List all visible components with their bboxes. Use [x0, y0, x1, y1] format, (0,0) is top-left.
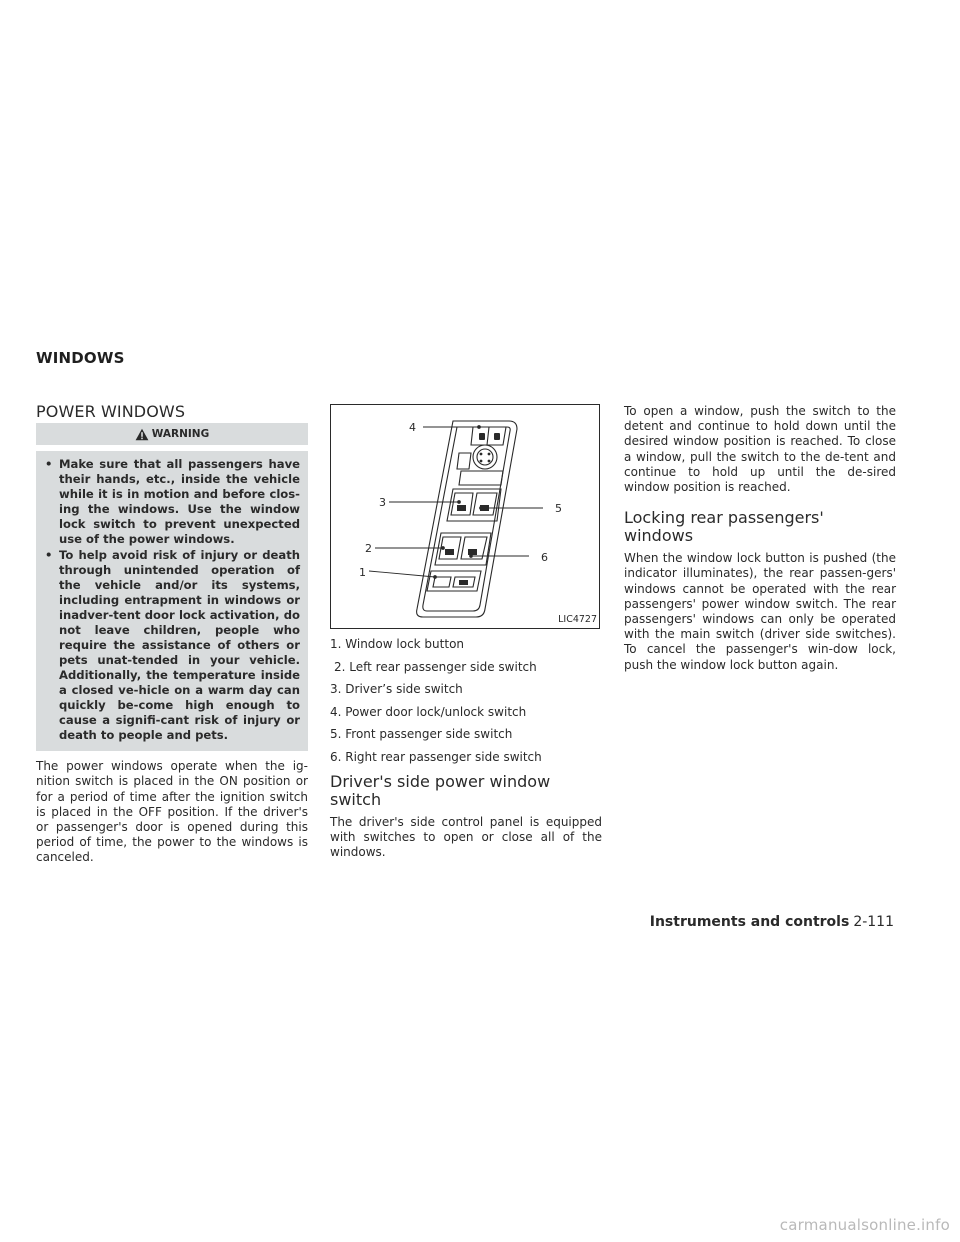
legend-item: 4. Power door lock/unlock switch [330, 704, 527, 719]
callout-1: 1 [359, 566, 366, 579]
section-title: WINDOWS [36, 349, 125, 367]
callout-4: 4 [409, 421, 416, 434]
drivers-side-body: The driver's side control panel is equipped with switches to open or close all of the windows. [330, 814, 602, 859]
footer-chapter: Instruments and controls [649, 914, 850, 930]
footer-page-number: 2-111 [853, 914, 894, 930]
power-windows-body: The power windows operate when the ig-nition switch is placed in the ON position or for a period of time after the ignition switch is placed in the OFF position. If the driver's or passenger's door is opened during this period of time, the power to the windows is canceled. [36, 759, 308, 865]
legend-item: 6. Right rear passenger side switch [330, 749, 542, 764]
figure-legend [330, 635, 602, 771]
legend-item: 1. Window lock button [330, 637, 465, 651]
callout-2: 2 [365, 542, 372, 555]
open-close-instructions: To open a window, push the switch to the detent and continue to hold down until the desired window position is reached. To close a window, pull the switch to the de-tent and continue to hold up until the de-sired window position is reached. [624, 404, 896, 495]
warning-header [36, 423, 308, 445]
heading-power-windows: POWER WINDOWS [36, 402, 186, 421]
warning-triangle-icon [135, 428, 149, 441]
column-2 [330, 404, 602, 860]
warning-item [44, 548, 300, 743]
legend-item: 5. Front passenger side switch [330, 727, 513, 742]
watermark: carmanualsonline.info [779, 1216, 950, 1234]
switch-panel-illustration [331, 405, 599, 628]
heading-drivers-side [330, 773, 602, 809]
warning-title: WARNING [151, 427, 210, 440]
heading-drivers-side-line2: switch [330, 789, 382, 809]
callout-5: 5 [555, 502, 562, 515]
bullet-dot-icon: • [45, 457, 53, 472]
callout-3: 3 [379, 496, 386, 509]
locking-rear-body: When the window lock button is pushed (the indicator illuminates), the rear passen-gers' windows cannot be operated with the rear passengers' power window switch. The rear passengers' windows can only be operated with the main switch (driver side switches). To cancel the passenger's win-dow lock, push the window lock button again. [624, 551, 896, 672]
heading-locking-rear [624, 509, 896, 545]
page-footer [650, 914, 894, 930]
warning-item-text: To help avoid risk of injury or death through unintended operation of the vehicle and/or its systems, including entrapment in windows or inadver-tent door lock activation, do not leave children, people who require the assistance of others or pets unat-tended in your vehicle. Additionally, the temperature inside a closed ve-hicle on a warm day can quickly be-come high enough to cause a signifi-cant risk of injury or death to people and pets. [59, 548, 300, 743]
warning-item [44, 457, 300, 547]
heading-locking-rear-line2: windows [624, 526, 694, 546]
callout-6: 6 [541, 551, 548, 564]
column-3 [624, 404, 896, 673]
warning-box [36, 451, 308, 751]
figure-code: LIC4727 [558, 613, 597, 625]
legend-item [330, 658, 602, 681]
column-1 [36, 404, 308, 866]
bullet-dot-icon: • [45, 548, 53, 563]
heading-drivers-side-line1: Driver's side power window [330, 771, 551, 791]
legend-item: 3. Driver’s side switch [330, 682, 463, 697]
warning-item-text: Make sure that all passengers have their hands, etc., inside the vehicle while it is in motion and before clos-ing the windows. Use the window lock switch to prevent unexpected use of the power windows. [59, 457, 300, 547]
heading-locking-rear-line1: Locking rear passengers' [624, 508, 824, 528]
legend-item-text: 2. Left rear passenger side switch [334, 659, 537, 674]
switch-panel-figure [330, 404, 600, 629]
